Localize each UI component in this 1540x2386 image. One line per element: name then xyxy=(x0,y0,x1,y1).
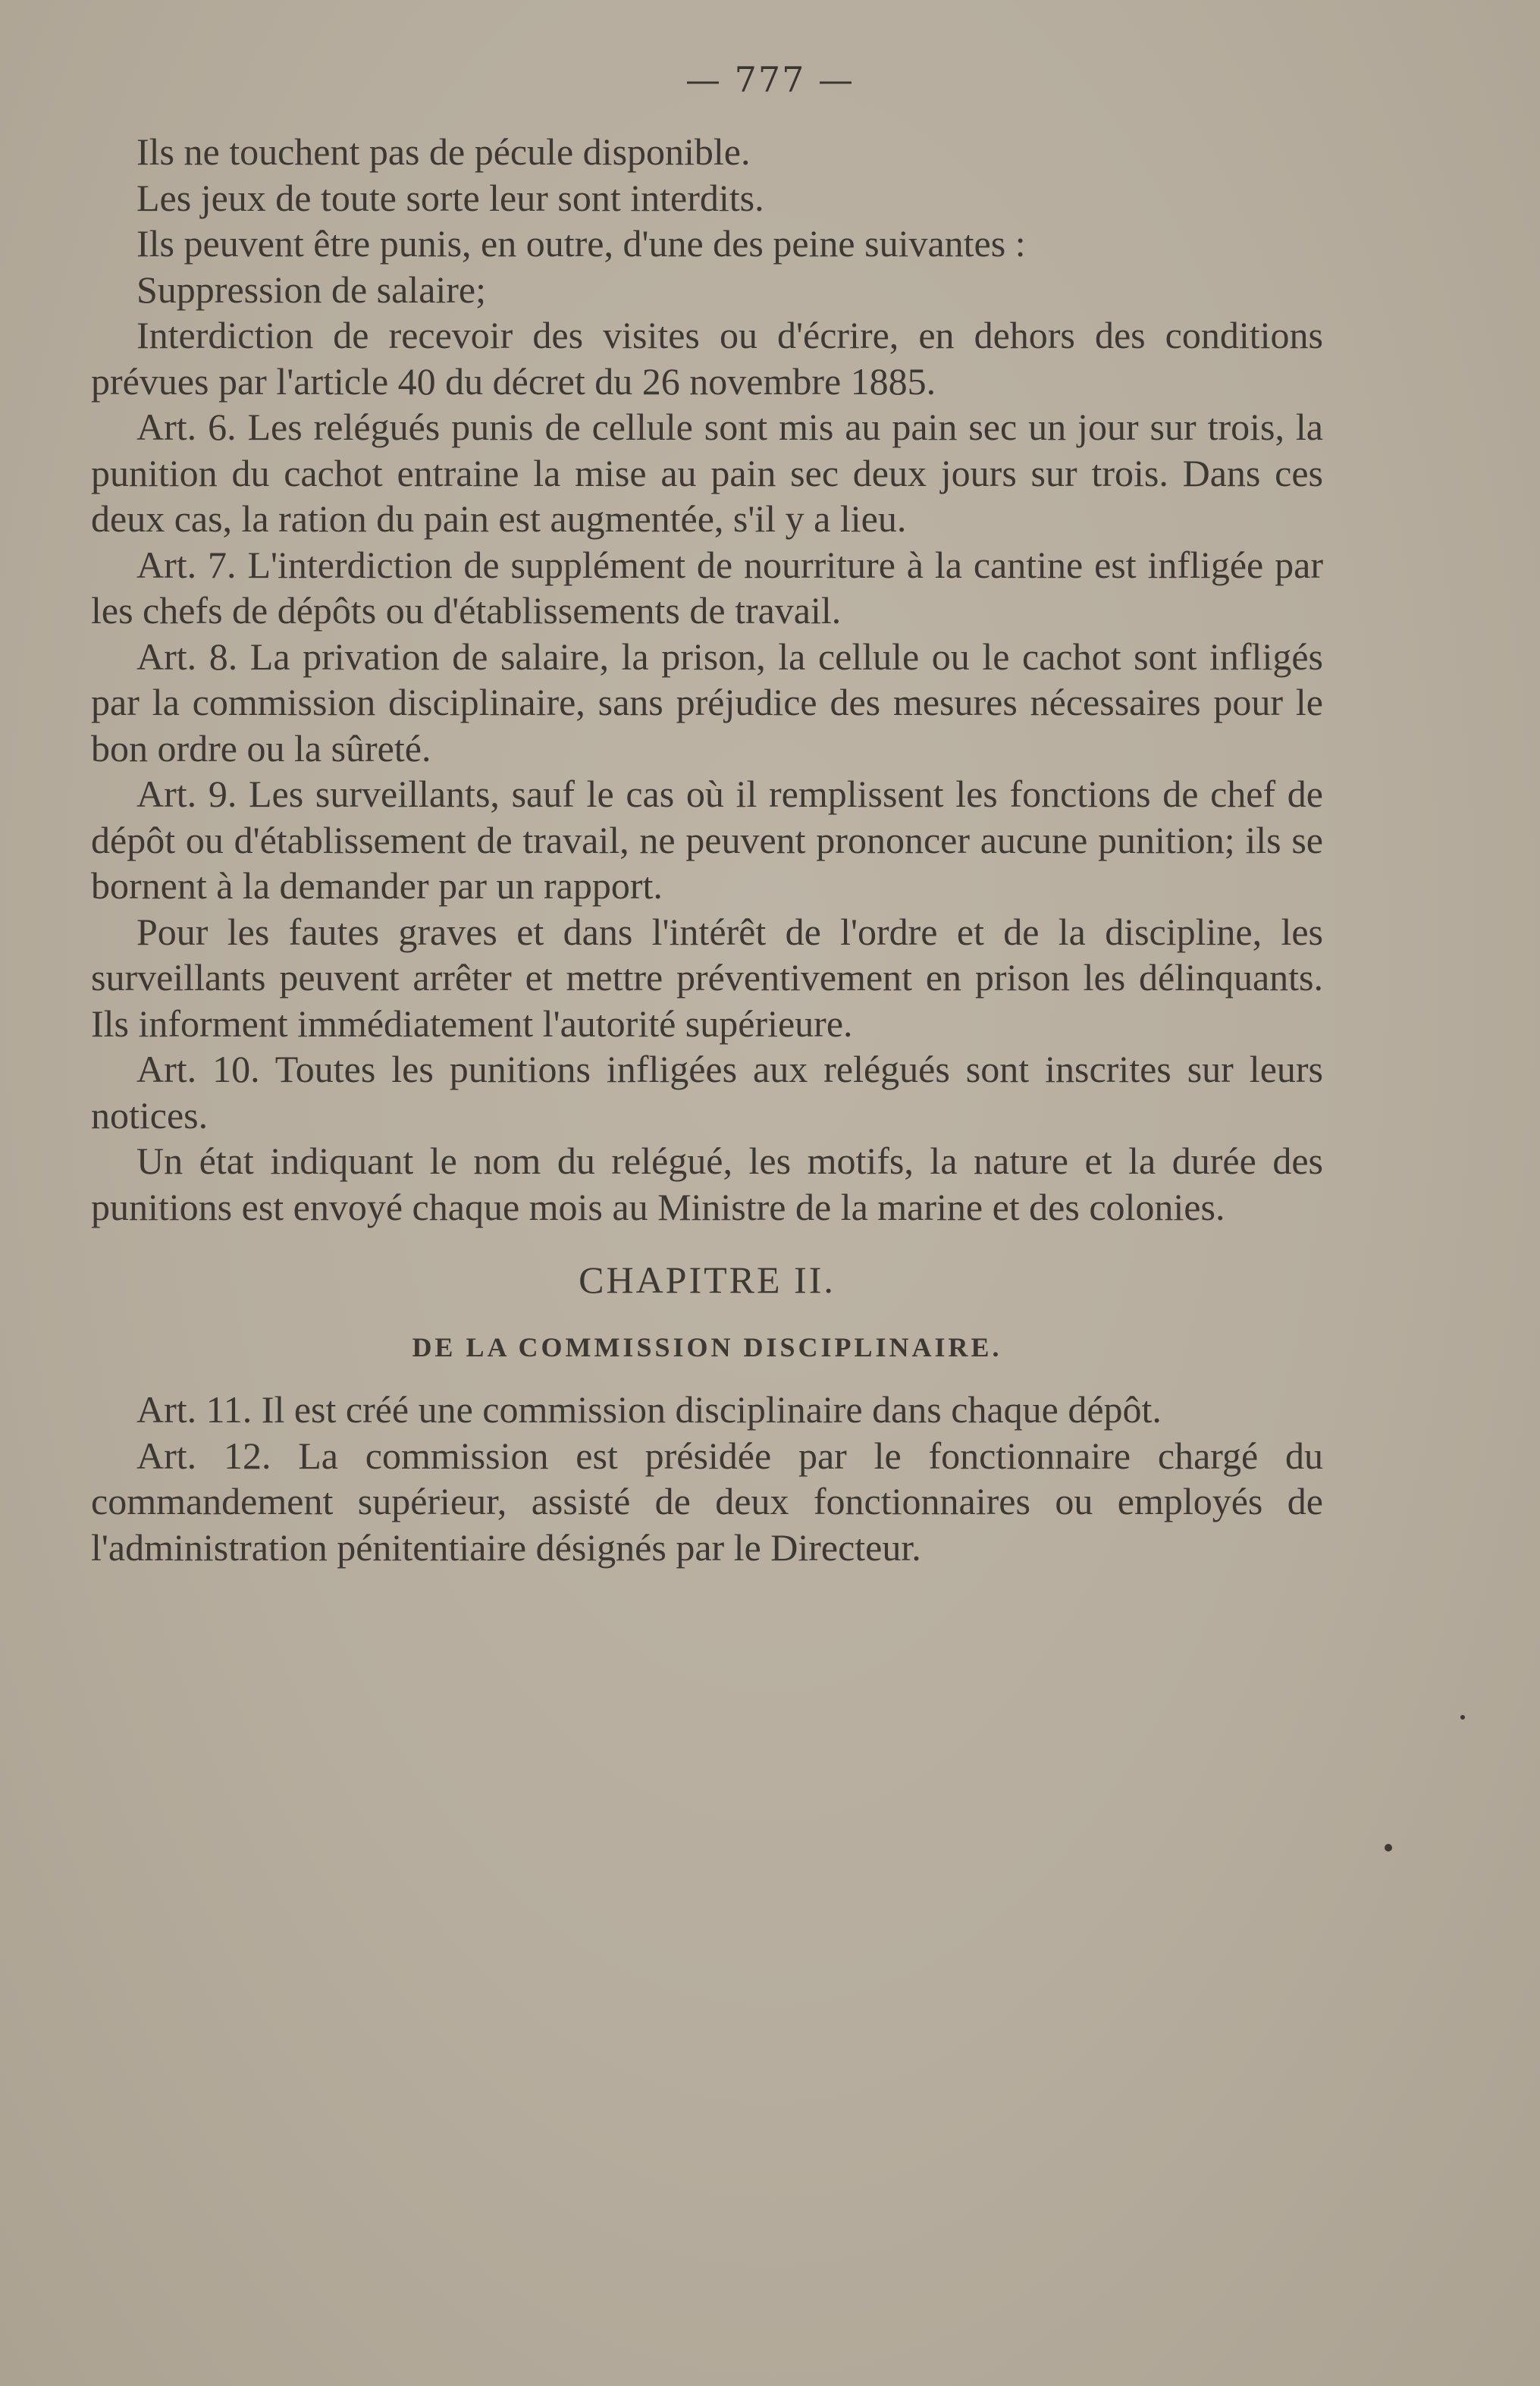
article-10: Art. 10. Toutes les punitions infligées aux relégués sont inscrites sur leurs notices. xyxy=(91,1048,1323,1137)
paragraph: Les jeux de toute sorte leur sont interdits. xyxy=(136,176,764,219)
paragraph: Ils ne touchent pas de pécule disponible. xyxy=(136,130,751,173)
article-7: Art. 7. L'interdiction de supplément de nourriture à la cantine est infligée par les chefs de dépôts ou d'établissements de travail. xyxy=(91,543,1323,632)
paragraph: Pour les fautes graves et dans l'intérêt de l'ordre et de la discipline, les surveillants peuvent arrêter et mettre préventivement en prison les délinquants. Ils informent immédiatement l'autorité supérieure. xyxy=(91,910,1323,1045)
paragraph: Suppression de salaire; xyxy=(136,268,487,311)
article-8: Art. 8. La privation de salaire, la prison, la cellule ou le cachot sont infligés par la commission disciplinaire, sans préjudice des mesures nécessaires pour le bon ordre ou la sûreté. xyxy=(91,635,1323,770)
chapter-subtitle: DE LA COMMISSION DISCIPLINAIRE. xyxy=(412,1331,1002,1362)
ink-speck xyxy=(1385,1844,1392,1851)
article-6: Art. 6. Les relégués punis de cellule sont mis au pain sec un jour sur trois, la punition du cachot entraine la mise au pain sec deux jours sur trois. Dans ces deux cas, la ration du pain est augmentée, s'il y a lieu. xyxy=(91,406,1323,540)
article-11: Art. 11. Il est créé une commission disciplinaire dans chaque dépôt. xyxy=(136,1388,1162,1431)
paragraph: Un état indiquant le nom du relégué, les motifs, la nature et la durée des punitions est envoyé chaque mois au Ministre de la marine et des colonies. xyxy=(91,1140,1323,1228)
chapter-title: CHAPITRE II. xyxy=(579,1259,836,1301)
paragraph: Interdiction de recevoir des visites ou d'écrire, en dehors des conditions prévues par l'article 40 du décret du 26 novembre 1885. xyxy=(91,314,1323,403)
article-9: Art. 9. Les surveillants, sauf le cas où il remplissent les fonctions de chef de dépôt ou d'établissement de travail, ne peuvent prononcer aucune punition; ils se bornent à la demander par un rapport. xyxy=(91,773,1323,907)
paragraph: Ils peuvent être punis, en outre, d'une des peine suivantes : xyxy=(136,222,1026,265)
ink-speck xyxy=(1460,1715,1465,1720)
body-text xyxy=(91,129,1323,1570)
article-12: Art. 12. La commission est présidée par le fonctionnaire chargé du commandement supérieur, assisté de deux fonctionnaires ou employés de l'administration pénitentiaire désignés par le Directeur. xyxy=(91,1434,1323,1569)
page-number: — 777 — xyxy=(685,59,855,100)
